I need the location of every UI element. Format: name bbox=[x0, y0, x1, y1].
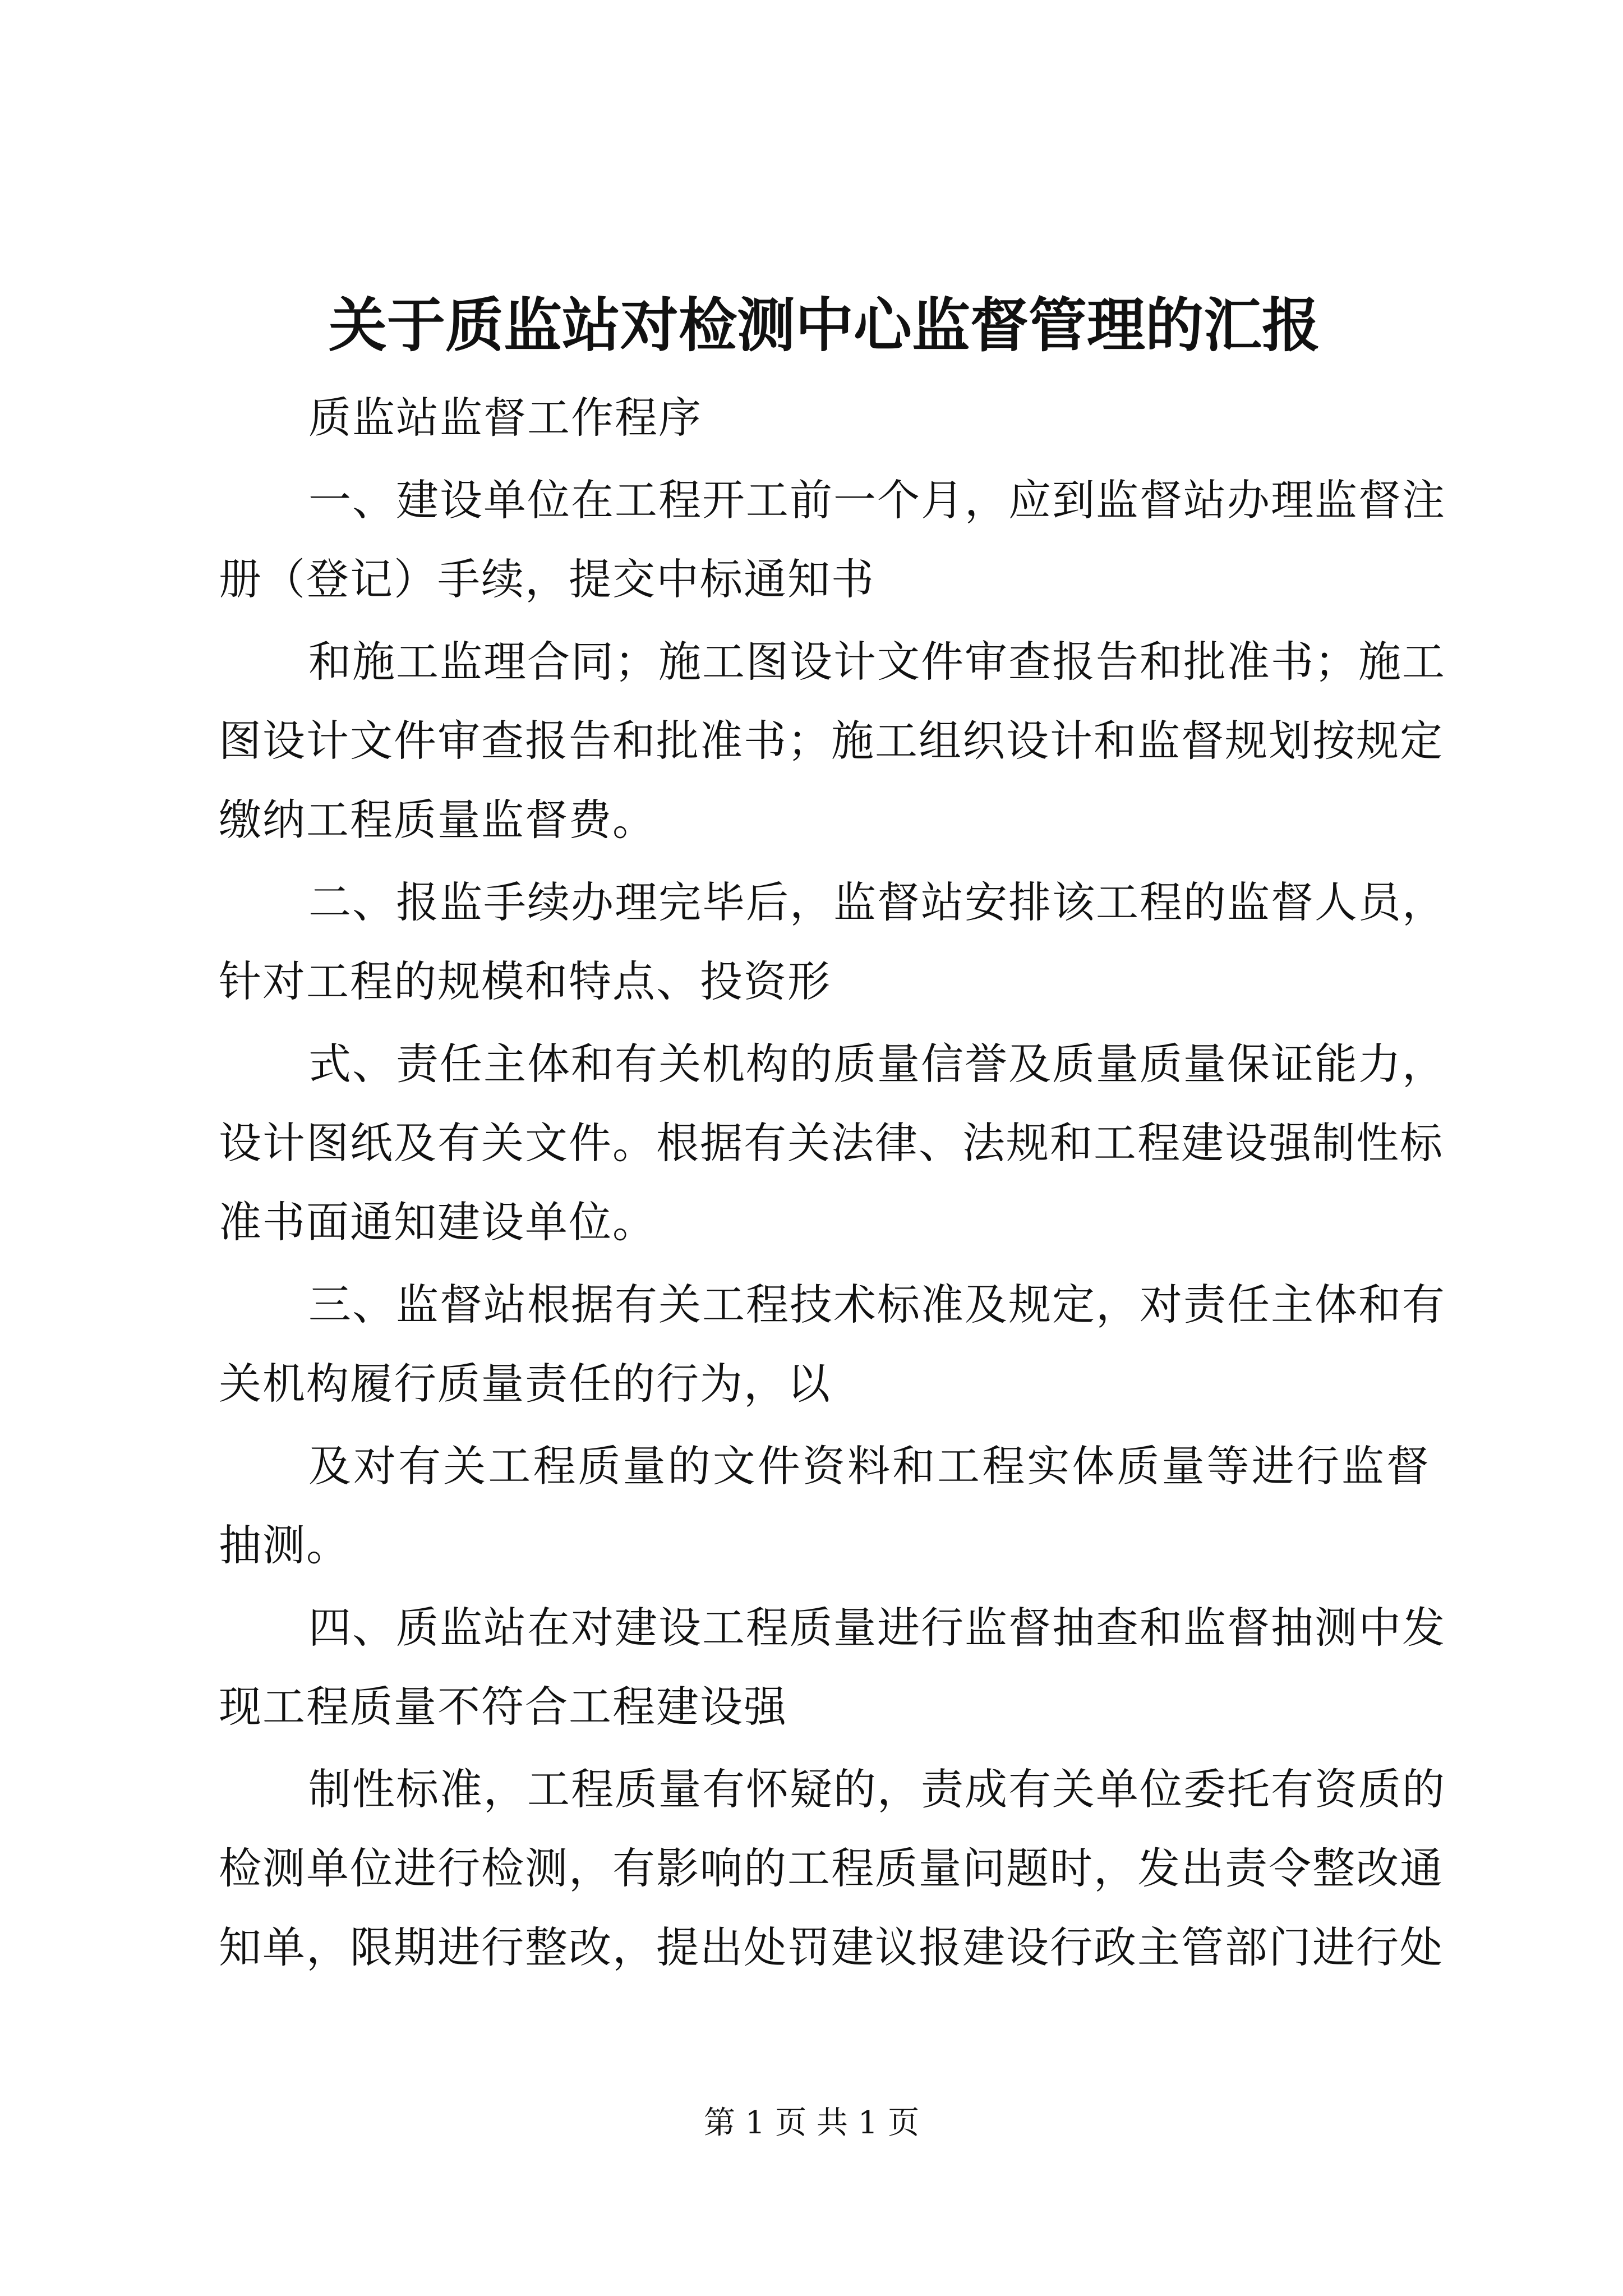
paragraph-line: 设计图纸及有关文件。根据有关法律、法规和工程建设强制性标 bbox=[219, 1118, 1444, 1168]
paragraph-line: 二、报监手续办理完毕后，监督站安排该工程的监督人员， bbox=[308, 877, 1446, 927]
document-title: 关于质监站对检测中心监督管理的汇报 bbox=[328, 291, 1320, 360]
paragraph-line: 知单，限期进行整改，提出处罚建议报建设行政主管部门进行处 bbox=[219, 1922, 1444, 1972]
paragraph-line: 准书面通知建设单位。 bbox=[219, 1197, 656, 1247]
paragraph-line: 检测单位进行检测，有影响的工程质量问题时，发出责令整改通 bbox=[219, 1843, 1444, 1893]
paragraph-line: 三、监督站根据有关工程技术标准及规定，对责任主体和有 bbox=[308, 1280, 1446, 1329]
paragraph-line: 及对有关工程质量的文件资料和工程实体质量等进行监督 bbox=[308, 1441, 1430, 1491]
paragraph-line: 抽测。 bbox=[219, 1520, 350, 1570]
paragraph-line: 现工程质量不符合工程建设强 bbox=[219, 1682, 787, 1732]
paragraph-line: 和施工监理合同；施工图设计文件审查报告和批准书；施工 bbox=[308, 637, 1446, 687]
section-heading: 质监站监督工作程序 bbox=[308, 393, 702, 443]
paragraph-line: 一、建设单位在工程开工前一个月，应到监督站办理监督注 bbox=[308, 475, 1446, 525]
page-number-footer: 第 1 页 共 1 页 bbox=[703, 2105, 920, 2141]
paragraph-line: 关机构履行质量责任的行为，以 bbox=[219, 1359, 831, 1409]
paragraph-line: 四、质监站在对建设工程质量进行监督抽查和监督抽测中发 bbox=[308, 1603, 1446, 1653]
paragraph-line: 针对工程的规模和特点、投资形 bbox=[219, 956, 831, 1006]
paragraph-line: 册（登记）手续，提交中标通知书 bbox=[219, 554, 875, 604]
paragraph-line: 缴纳工程质量监督费。 bbox=[219, 795, 656, 845]
paragraph-line: 制性标准，工程质量有怀疑的，责成有关单位委托有资质的 bbox=[308, 1764, 1446, 1814]
paragraph-line: 式、责任主体和有关机构的质量信誉及质量质量保证能力， bbox=[308, 1039, 1446, 1089]
paragraph-line: 图设计文件审查报告和批准书；施工组织设计和监督规划按规定 bbox=[219, 716, 1444, 766]
